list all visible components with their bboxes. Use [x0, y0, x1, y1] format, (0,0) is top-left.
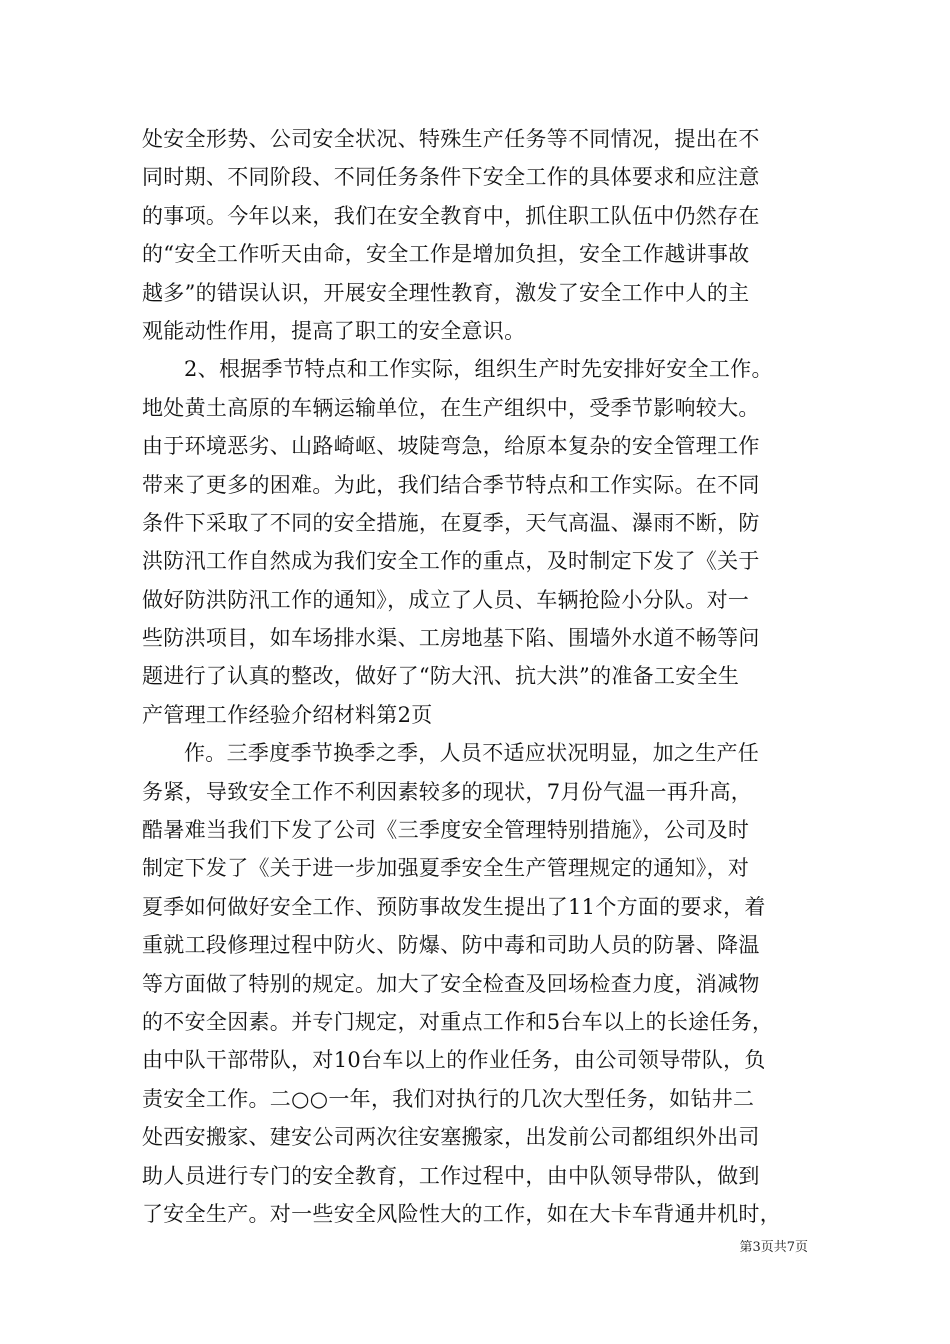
text-line: 的事项。今年以来，我们在安全教育中，抓住职工队伍中仍然存在 — [142, 203, 760, 228]
text-line: 观能动性作用，提高了职工的安全意识。 — [142, 318, 526, 343]
text-line: 同时期、不同阶段、不同任务条件下安全工作的具体要求和应注意 — [142, 165, 760, 190]
text-line: 产管理工作经验介绍材料第2页 — [142, 702, 433, 727]
text-line: 处西安搬家、建安公司两次往安塞搬家，出发前公司都组织外出司 — [142, 1125, 760, 1150]
text-line: 由中队干部带队，对10台车以上的作业任务，由公司领导带队，负 — [142, 1048, 766, 1073]
text-line: 越多”的错误认识，开展安全理性教育，激发了安全工作中人的主 — [142, 280, 750, 305]
text-line: 由于环境恶劣、山路崎岖、坡陡弯急，给原本复杂的安全管理工作 — [142, 434, 760, 459]
body-text — [142, 120, 822, 1233]
text-line: 些防洪项目，如车场排水渠、工房地基下陷、围墙外水道不畅等问 — [142, 626, 760, 651]
text-line: 的不安全因素。并专门规定，对重点工作和5台车以上的长途任务， — [142, 1009, 774, 1034]
text-line: 条件下采取了不同的安全措施，在夏季，天气高温、瀑雨不断，防 — [142, 510, 760, 535]
paragraph-start-line: 作。三季度季节换季之季，人员不适应状况明显，加之生产任 — [184, 741, 760, 766]
text-line: 酷暑难当我们下发了公司《三季度安全管理特别措施》，公司及时 — [142, 818, 750, 843]
text-line: 夏季如何做好安全工作、预防事故发生提出了11个方面的要求，着 — [142, 894, 766, 919]
text-line: 务紧，导致安全工作不利因素较多的现状，7月份气温一再升高， — [142, 779, 753, 804]
text-line: 地处黄土高原的车辆运输单位，在生产组织中，受季节影响较大。 — [142, 395, 760, 420]
text-line: 洪防汛工作自然成为我们安全工作的重点，及时制定下发了《关于 — [142, 549, 760, 574]
text-line: 了安全生产。对一些安全风险性大的工作，如在大卡车背通井机时， — [142, 1201, 781, 1226]
text-line: 等方面做了特别的规定。加大了安全检查及回场检查力度，消减物 — [142, 971, 760, 996]
text-line: 重就工段修理过程中防火、防爆、防中毒和司助人员的防暑、降温 — [142, 933, 760, 958]
text-line: 助人员进行专门的安全教育，工作过程中，由中队领导带队，做到 — [142, 1163, 760, 1188]
page-number-footer: 第3页共7页 — [739, 1240, 808, 1255]
text-line: 制定下发了《关于进一步加强夏季安全生产管理规定的通知》，对 — [142, 856, 750, 881]
text-line: 责安全工作。二○○一年，我们对执行的几次大型任务，如钻井二 — [142, 1086, 755, 1111]
paragraph-start-line: 2、根据季节特点和工作实际，组织生产时先安排好安全工作。 — [184, 357, 773, 382]
text-line: 的“安全工作听天由命，安全工作是增加负担，安全工作越讲事故 — [142, 242, 750, 267]
text-line: 做好防洪防汛工作的通知》，成立了人员、车辆抢险小分队。对一 — [142, 587, 750, 612]
text-line: 题进行了认真的整改，做好了“防大汛、抗大洪”的准备工安全生 — [142, 664, 740, 689]
text-line: 处安全形势、公司安全状况、特殊生产任务等不同情况，提出在不 — [142, 127, 760, 151]
text-line: 带来了更多的困难。为此，我们结合季节特点和工作实际。在不同 — [142, 472, 760, 497]
